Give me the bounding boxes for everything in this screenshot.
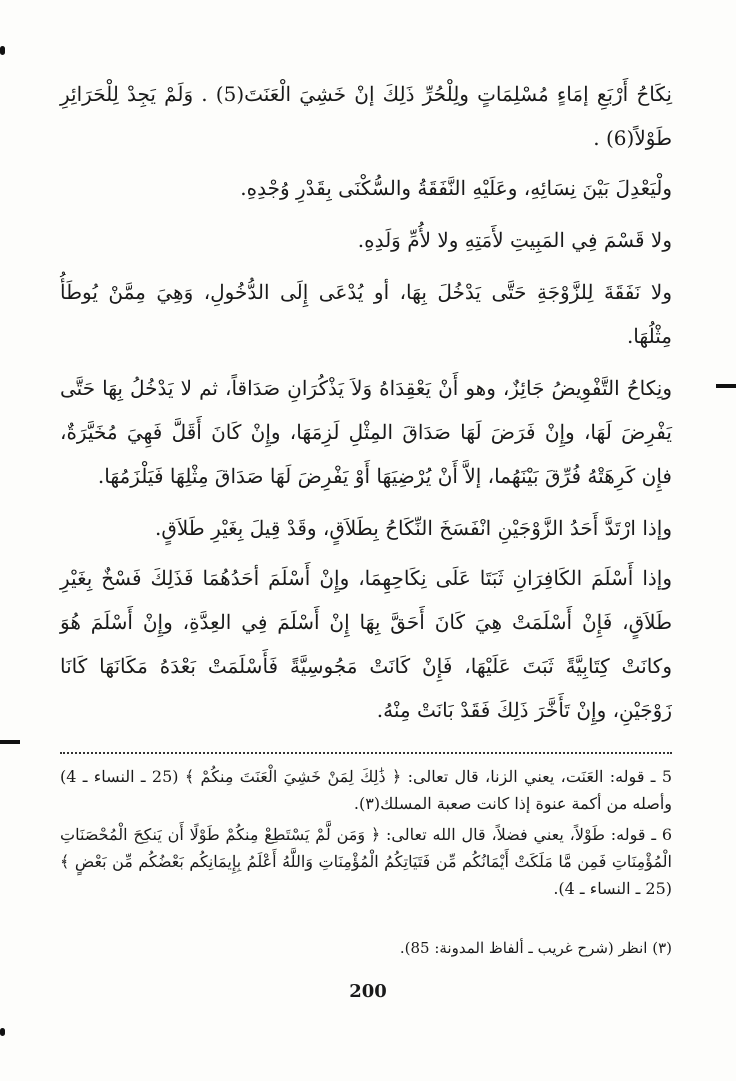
footnote-divider xyxy=(60,752,672,754)
paragraph-2: ولْيَعْدِلَ بَيْنَ نِسَائِهِ، وعَلَيْهِ النَّفَقَةُ والسُّكْنَى بِقَدْرِ وُجْدِهِ. xyxy=(240,176,672,200)
footnote-6: 6 ـ قوله: طَوْلاً، يعني فضلاً، قال الله تعالى: ﴿ وَمَن لَّمْ يَسْتَطِعْ مِنكُمْ طَوْلًا أَن يَنكِحَ الْمُحْصَنَاتِ الْمُؤْمِنَاتِ فَمِن مَّا مَلَكَتْ أَيْمَانُكُم مِّن فَتَيَاتِكُمُ الْمُؤْمِنَاتِ وَاللَّهُ أَعْلَمُ بِإِيمَانِكُم بَعْضُكُم مِّن بَعْضٍ ﴾ (25 ـ النساء ـ 4). xyxy=(60,825,672,898)
scan-mark-right-1 xyxy=(716,384,736,388)
paragraph-1: نِكَاحُ أَرْبَعِ إمَاءٍ مُسْلِمَاتٍ ولِلْحُرِّ ذَلِكَ إنْ خَشِيَ الْعَنَتَ(5) . وَلَمْ يَجِدْ لِلْحَرَائِرِ طَوْلاً(6) . xyxy=(60,82,672,150)
scan-mark-left-1 xyxy=(0,740,20,744)
main-text xyxy=(60,72,672,732)
page-number: 200 xyxy=(349,981,387,1002)
scan-mark-bottom-left xyxy=(0,1028,5,1036)
scan-mark-top-left xyxy=(0,46,5,55)
paragraph-3: ولا قَسْمَ فِي المَبِيتِ لأَمَتِهِ ولا لأُمِّ وَلَدِهِ. xyxy=(357,228,672,252)
paragraph-5: ونِكاحُ التَّفْوِيضُ جَائِزٌ، وهو أَنْ يَعْقِدَاهُ وَلاَ يَذْكُرَانِ صَدَاقاً، ثم لا يَدْخُلُ بِهَا حَتَّى يَفْرِضَ لَهَا، وإِنْ فَرَضَ لَهَا صَدَاقَ المِثْلِ لَزِمَهَا، وإِنْ كَانَ أَقَلَّ فَهِيَ مُخَيَّرَةٌ، فإِن كَرِهَتْهُ فُرِّقَ بَيْنَهُما، إلاَّ أَنْ يُرْضِيَهَا أَوْ يَفْرِضَ لَهَا صَدَاقَ مِثْلِهَا فَيَلْزَمُهَا. xyxy=(60,376,672,488)
paragraph-6: وإذا ارْتَدَّ أَحَدُ الزَّوْجَيْنِ انْفَسَخَ النِّكَاحُ بِطَلاَقٍ، وقَدْ قِيلَ بِغَيْرِ طَلاَقٍ. xyxy=(155,516,672,540)
paragraph-7: وإذا أَسْلَمَ الكَافِرَانِ ثَبَتَا عَلَى نِكَاحِهِمَا، وإِنْ أَسْلَمَ أحَدُهُمَا فَذَلِكَ فَسْخٌ بِغَيْرِ طَلاَقٍ، فَإِنْ أَسْلَمَتْ هِيَ كَانَ أَحَقَّ بِهَا إِنْ أَسْلَمَ فِي العِدَّةِ، وإِنْ أَسْلَمَ هُوَ وكانَتْ كِتَابِيَّةً ثَبَتَ عَلَيْهَا، فَإِنْ كَانَتْ مَجُوسِيَّةً فَأَسْلَمَتْ بَعْدَهُ مَكَانَهَا كَانَا زَوْجَيْنِ، وإِنْ تَأَخَّرَ ذَلِكَ فَقَدْ بَانَتْ مِنْهُ. xyxy=(60,566,672,722)
paragraph-4: ولا نَفَقَةَ لِلزَّوْجَةِ حَتَّى يَدْخُلَ بِهَا، أو يُدْعَى إِلَى الدُّخُولِ، وَهِيَ مِمَّنْ يُوطَأُ مِثْلُهَا. xyxy=(60,280,672,348)
footnote-5: 5 ـ قوله: العَنَت، يعني الزنا، قال تعالى: ﴿ ذَٰلِكَ لِمَنْ خَشِيَ الْعَنَتَ مِنكُمْ ﴾ (25 ـ النساء ـ 4) وأصله من أكمة عنوة إذا كانت صعبة المسلك(٣). xyxy=(60,767,672,813)
footnotes xyxy=(60,763,672,906)
reference-note: (٣) انظر (شرح غريب ـ ألفاظ المدونة: 85). xyxy=(399,939,672,957)
